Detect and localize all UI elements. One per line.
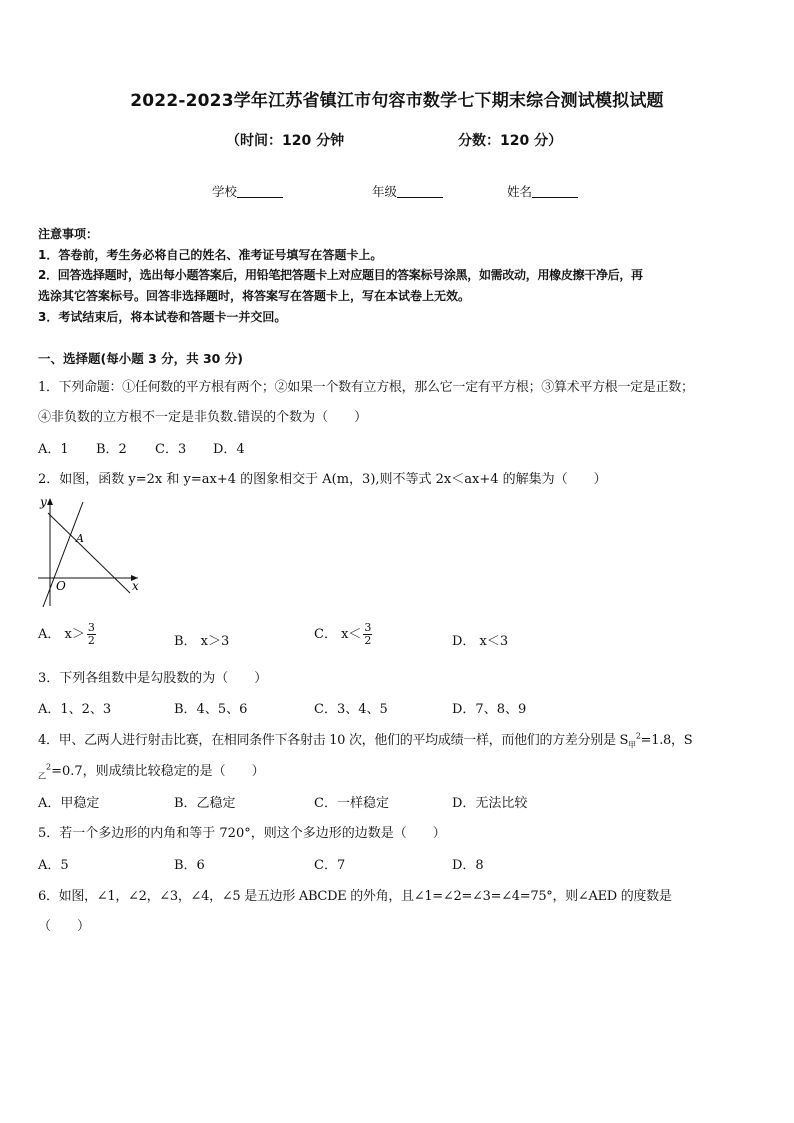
x-axis-label: x (132, 579, 139, 593)
name-label: 姓名 (507, 184, 533, 199)
fraction: $\frac{3}{2}$ (364, 621, 372, 647)
name-blank[interactable] (532, 185, 578, 198)
q1-line1: 1．下列命题：①任何数的平方根有两个；②如果一个数有立方根，那么它一定有平方根；③算术平方根一定是正数； (38, 380, 694, 395)
y-axis-arrow (47, 498, 53, 505)
q1-option-a: A．1 (38, 442, 69, 457)
section-heading: 一、选择题(每小题 3 分，共 30 分) (38, 351, 243, 366)
q3-option-d: D．7、8、9 (452, 702, 527, 717)
notice-heading: 注意事项： (38, 227, 99, 241)
y-axis-label: y (40, 495, 47, 509)
q5-stem: 5．若一个多边形的内角和等于 720°，则这个多边形的边数是（ ） (38, 826, 446, 841)
q3-stem: 3．下列各组数中是勾股数的为（ ） (38, 671, 268, 686)
q1-option-d: D．4 (213, 442, 245, 457)
school-blank[interactable] (237, 185, 283, 198)
name-field (507, 182, 578, 200)
q2-stem: 2．如图，函数 y=2x 和 y=ax+4 的图象相交于 A(m，3),则不等式 2x＜ax+4 的解集为（ ） (38, 472, 607, 487)
exam-title: 2022-2023学年江苏省镇江市句容市数学七下期末综合测试模拟试题 (130, 91, 664, 111)
grade-label: 年级 (372, 184, 398, 199)
notice-item-3: 3．考试结束后，将本试卷和答题卡一并交回。 (38, 310, 287, 324)
grade-field (372, 182, 443, 200)
q6-line2: （ ） (38, 919, 91, 934)
q4-option-d: D．无法比较 (452, 796, 528, 811)
q2-option-a: A． x＞ $\frac{3}{2}$ (38, 621, 95, 647)
q3-option-c: C．3、4、5 (314, 702, 388, 717)
school-label: 学校 (212, 184, 238, 199)
q4-option-b: B．乙稳定 (174, 796, 236, 811)
q3-option-a: A．1、2、3 (38, 702, 112, 717)
q2-graph (34, 492, 144, 610)
q3-option-b: B．4、5、6 (174, 702, 248, 717)
q2-option-d: D． x＜3 (452, 634, 509, 649)
q5-option-b: B．6 (174, 858, 205, 873)
school-field (212, 182, 283, 200)
q6-line1: 6．如图，∠1，∠2，∠3，∠4，∠5 是五边形 ABCDE 的外角，且∠1=∠2=∠3=∠4=75°，则∠AED 的度数是 (38, 889, 672, 904)
q1-line2: ④非负数的立方根不一定是非负数.错误的个数为（ ） (38, 410, 368, 425)
notice-item-2: 2．回答选择题时，选出每小题答案后，用铅笔把答题卡上对应题目的答案标号涂黑，如需改动，用橡皮擦干净后，再 (38, 268, 643, 282)
fraction: $\frac{3}{2}$ (87, 621, 95, 647)
grade-blank[interactable] (397, 185, 443, 198)
q4-line2: $_乙^2$=0.7，则成绩比较稳定的是（ ） (38, 762, 265, 781)
q2-option-c: C． x＜ $\frac{3}{2}$ (314, 621, 372, 647)
q5-option-d: D．8 (452, 858, 484, 873)
q4-line1: 4．甲、乙两人进行射击比赛，在相同条件下各射击 10 次，他们的平均成绩一样，而他们的方差分别是 $S_甲^2=1.8$，S (38, 731, 693, 750)
notice-item-1: 1．答卷前，考生务必将自己的姓名、准考证号填写在答题卡上。 (38, 248, 383, 262)
notice-item-2-cont: 选涂其它答案标号。回答非选择题时，将答案写在答题卡上，写在本试卷上无效。 (38, 289, 471, 303)
q5-option-c: C．7 (314, 858, 346, 873)
exam-time: （时间：120 分钟 (226, 133, 345, 149)
q5-option-a: A．5 (38, 858, 69, 873)
q1-option-b: B．2 (96, 442, 127, 457)
exam-score: 分数：120 分） (458, 133, 563, 149)
q2-option-b: B． x＞3 (174, 634, 230, 649)
origin-label: O (56, 579, 66, 593)
q4-option-c: C．一样稳定 (314, 796, 389, 811)
q4-option-a: A．甲稳定 (38, 796, 100, 811)
q1-option-c: C．3 (155, 442, 187, 457)
point-a-label: A (76, 532, 84, 545)
